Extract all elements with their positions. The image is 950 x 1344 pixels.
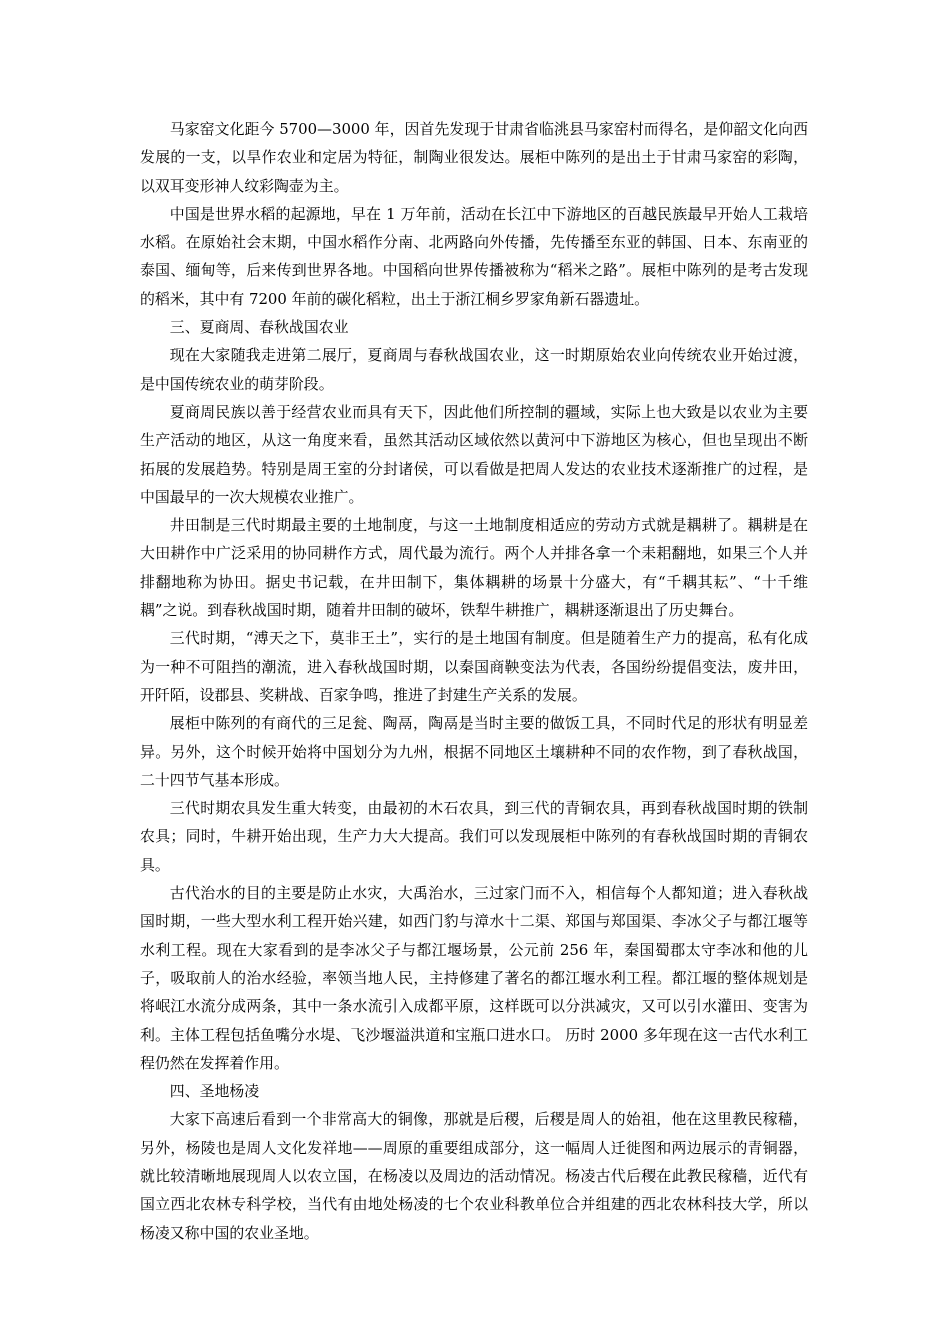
paragraph-showcase-shang: 展柜中陈列的有商代的三足瓮、陶鬲，陶鬲是当时主要的做饭工具，不同时代足的形状有明显差异。另外，这个时候开始将中国划分为九州，根据不同地区土壤耕种不同的农作物，到了春秋战国，二十四节气基本形成。	[140, 714, 808, 789]
paragraph-majiayao-culture: 马家窑文化距今 5700—3000 年，因首先发现于甘肃省临洮县马家窑村而得名，是仰韶文化向西发展的一支，以旱作农业和定居为特征，制陶业很发达。展柜中陈列的是出土于甘肃马家窑的彩陶，以双耳变形神人纹彩陶壶为主。	[140, 120, 808, 195]
paragraph-farming-tools: 三代时期农具发生重大转变，由最初的木石农具，到三代的青铜农具，再到春秋战国时期的铁制农具；同时，牛耕开始出现，生产力大大提高。我们可以发现展柜中陈列的有春秋战国时期的青铜农具。	[140, 799, 808, 874]
paragraph-houji-statue: 大家下高速后看到一个非常高大的铜像，那就是后稷，后稷是周人的始祖，他在这里教民稼穑，另外，杨陵也是周人文化发祥地——周原的重要组成部分，这一幅周人迁徙图和两边展示的青铜器，就比较清晰地展现周人以农立国，在杨凌以及周边的活动情况。杨凌古代后稷在此教民稼穑，近代有国立西北农林专科学校，当代有由地处杨凌的七个农业科教单位合并组建的西北农林科技大学，所以杨凌又称中国的农业圣地。	[140, 1110, 808, 1242]
paragraph-land-ownership: 三代时期，“溥天之下，莫非王土”，实行的是土地国有制度。但是随着生产力的提高，私有化成为一种不可阻挡的潮流，进入春秋战国时期，以秦国商鞅变法为代表，各国纷纷提倡变法，废井田，开阡陌，设郡县、奖耕战、百家争鸣，推进了封建生产关系的发展。	[140, 629, 808, 704]
paragraph-well-field-system: 井田制是三代时期最主要的土地制度，与这一土地制度相适应的劳动方式就是耦耕了。耦耕是在大田耕作中广泛采用的协同耕作方式，周代最为流行。两个人并排各拿一个耒耜翻地，如果三个人并排翻地称为协田。据史书记载，在井田制下，集体耦耕的场景十分盛大，有“千耦其耘”、“十千维耦”之说。到春秋战国时期，随着井田制的破坏，铁犁牛耕推广，耦耕逐渐退出了历史舞台。	[140, 516, 808, 620]
paragraph-second-hall: 现在大家随我走进第二展厅，夏商周与春秋战国农业，这一时期原始农业向传统农业开始过渡，是中国传统农业的萌芽阶段。	[140, 346, 808, 393]
paragraph-rice-origin: 中国是世界水稻的起源地，早在 1 万年前，活动在长江中下游地区的百越民族最早开始人工栽培水稻。在原始社会末期，中国水稻作分南、北两路向外传播，先传播至东亚的韩国、日本、东南亚的泰国、缅甸等，后来传到世界各地。中国稻向世界传播被称为“稻米之路”。展柜中陈列的是考古发现的稻米，其中有 7200 年前的碳化稻粒，出土于浙江桐乡罗家角新石器遗址。	[140, 204, 808, 308]
document-body	[140, 115, 808, 1247]
paragraph-xia-shang-zhou-peoples: 夏商周民族以善于经营农业而具有天下，因此他们所控制的疆域，实际上也大致是以农业为主要生产活动的地区，从这一角度来看，虽然其活动区域依然以黄河中下游地区为核心，但也呈现出不断拓展的发展趋势。特别是周王室的分封诸侯，可以看做是把周人发达的农业技术逐渐推广的过程，是中国最早的一次大规模农业推广。	[140, 402, 808, 506]
section-heading-yangling: 四、圣地杨凌	[169, 1082, 260, 1101]
paragraph-water-control: 古代治水的目的主要是防止水灾，大禹治水，三过家门而不入，相信每个人都知道；进入春秋战国时期，一些大型水利工程开始兴建，如西门豹与漳水十二渠、郑国与郑国渠、李冰父子与都江堰等水利工程。现在大家看到的是李冰父子与都江堰场景，公元前 256 年，秦国蜀郡太守李冰和他的儿子，吸取前人的治水经验，率领当地人民，主持修建了著名的都江堰水利工程。都江堰的整体规划是将岷江水流分成两条，其中一条水流引入成都平原，这样既可以分洪减灾，又可以引水灌田、变害为利。主体工程包括鱼嘴分水堤、飞沙堰溢洪道和宝瓶口进水口。 历时 2000 多年现在这一古代水利工程仍然在发挥着作用。	[140, 884, 808, 1072]
section-heading-xia-shang-zhou: 三、夏商周、春秋战国农业	[169, 318, 349, 337]
